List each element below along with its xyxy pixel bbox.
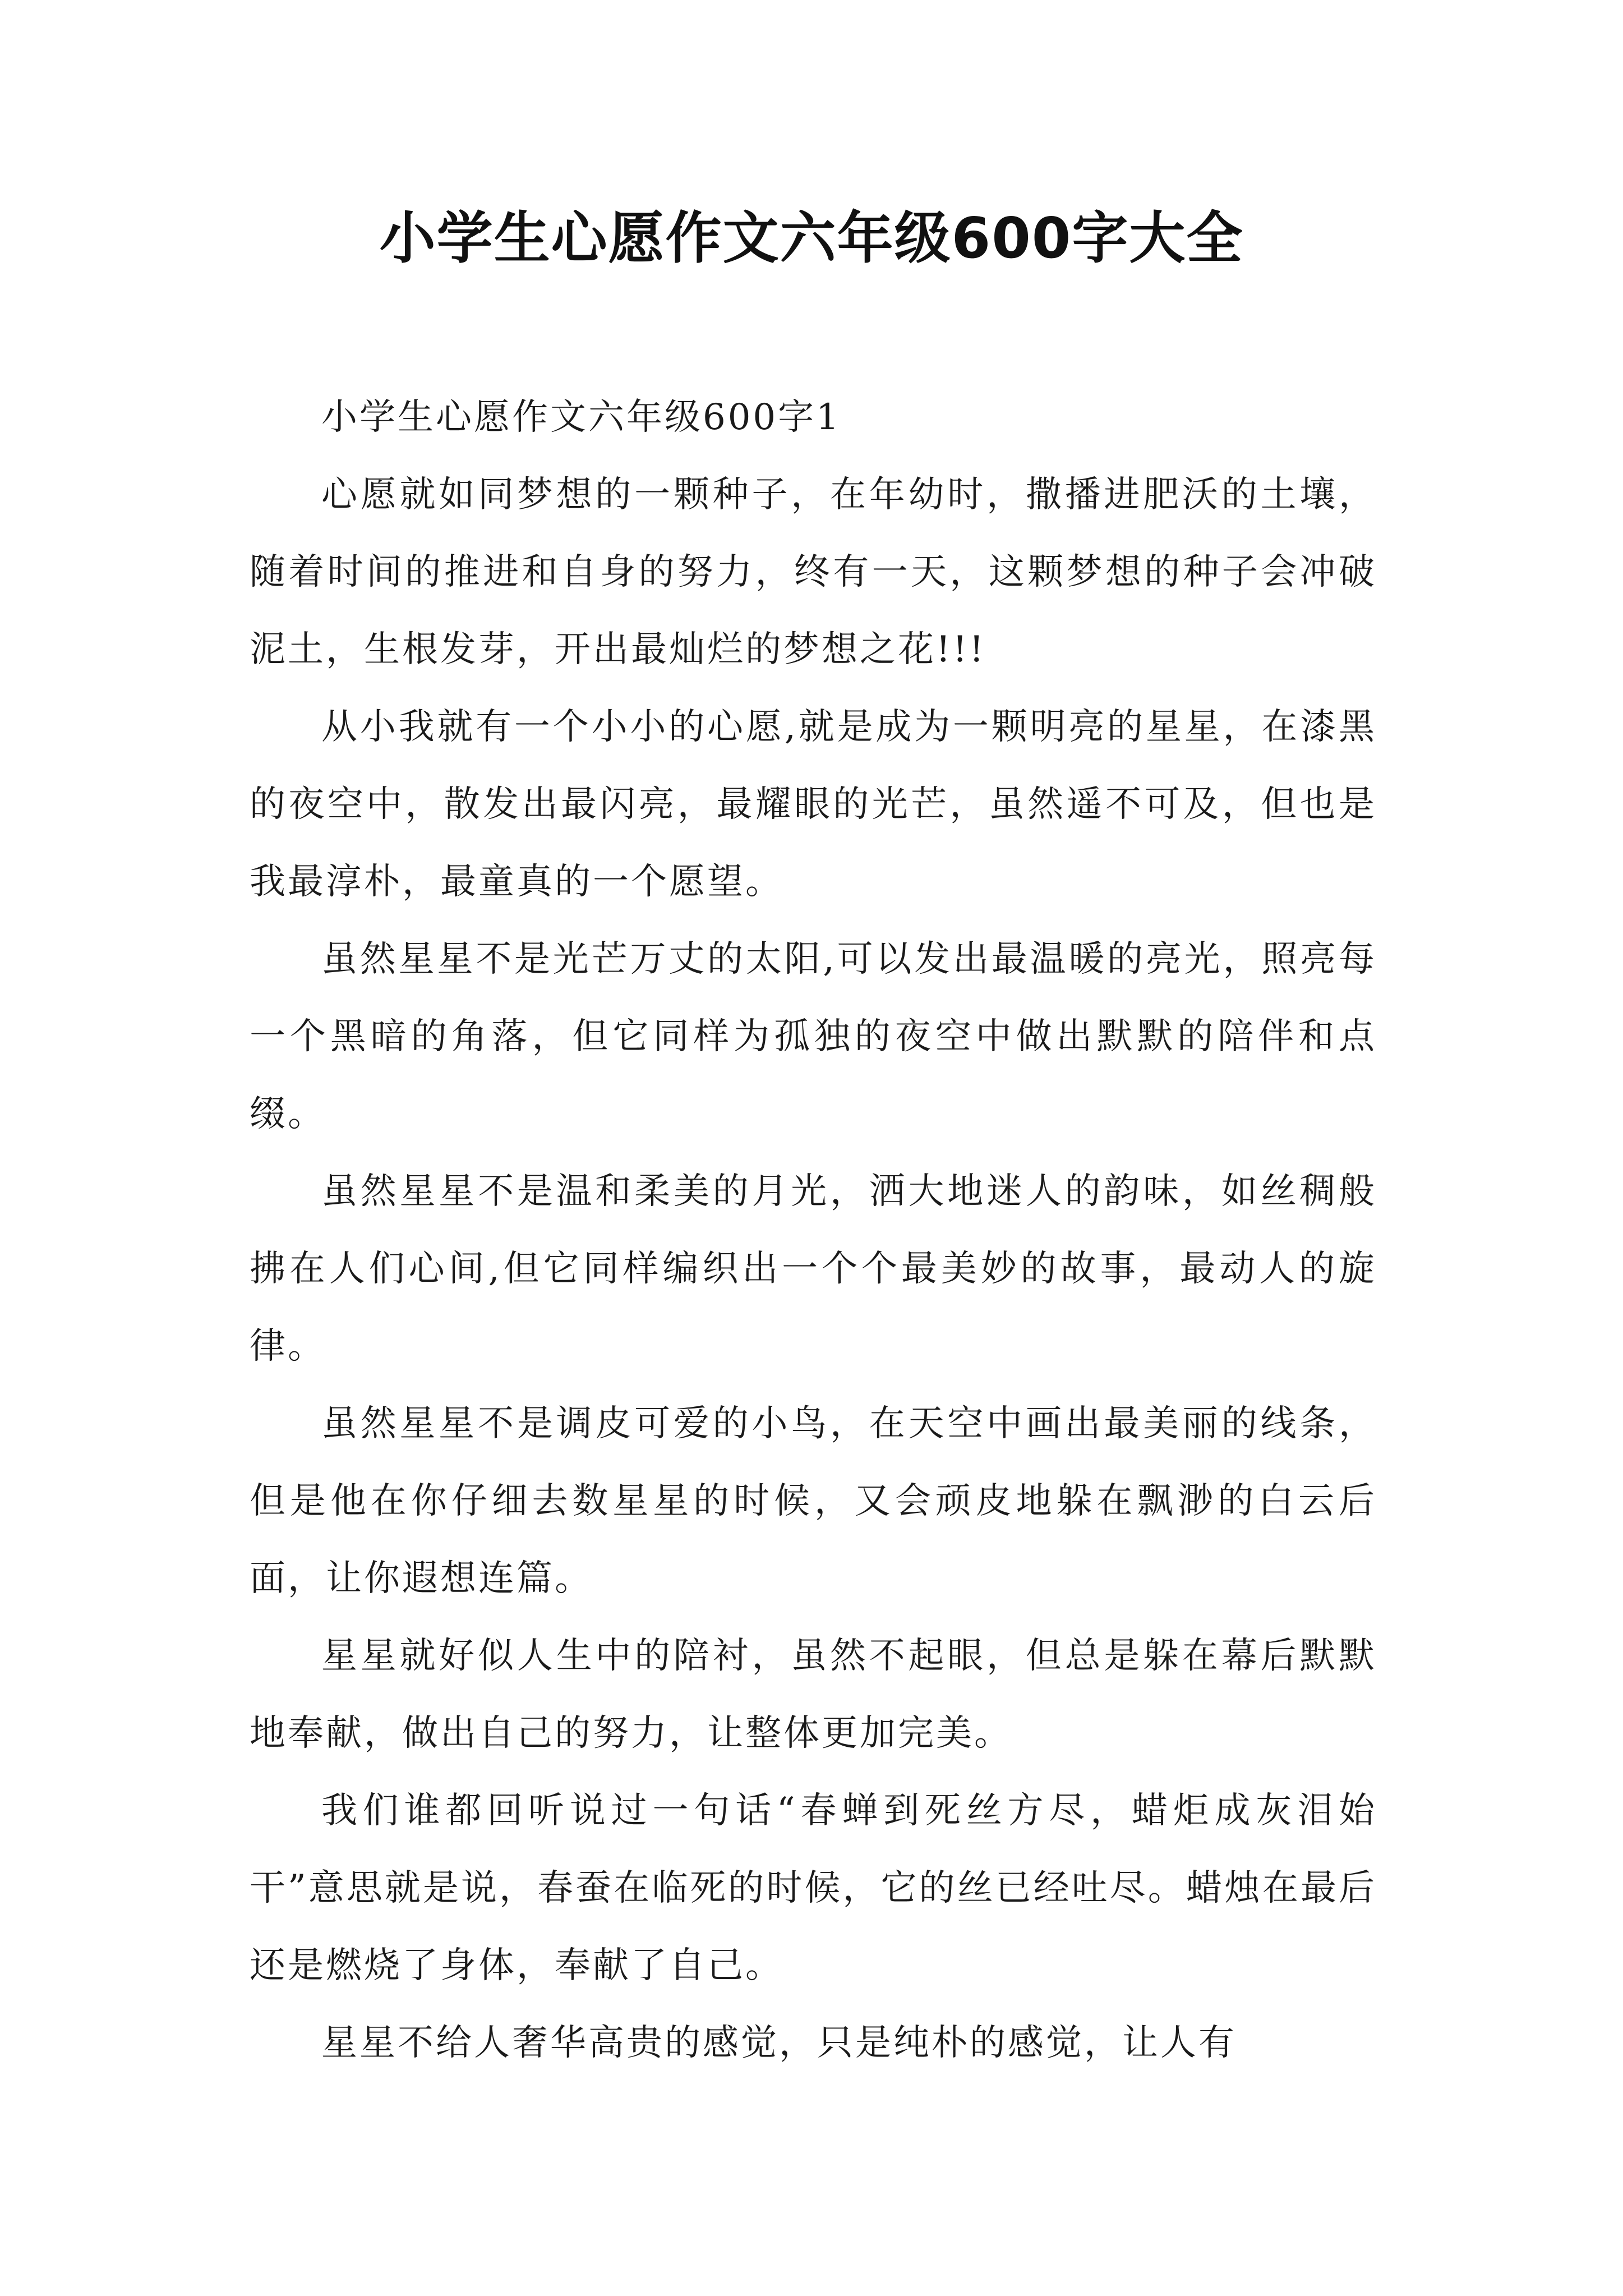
paragraph: 从小我就有一个小小的心愿,就是成为一颗明亮的星星，在漆黑的夜空中，散发出最闪亮，最耀眼的光芒，虽然遥不可及，但也是我最淳朴，最童真的一个愿望。 [250,706,1377,903]
paragraph: 虽然星星不是光芒万丈的太阳,可以发出最温暖的亮光，照亮每一个黑暗的角落，但它同样为孤独的夜空中做出默默的陪伴和点缀。 [250,938,1377,1135]
paragraph: 虽然星星不是调皮可爱的小鸟，在天空中画出最美丽的线条，但是他在你仔细去数星星的时候，又会顽皮地躲在飘渺的白云后面，让你遐想连篇。 [250,1403,1377,1599]
paragraph: 星星不给人奢华高贵的感觉，只是纯朴的感觉，让人有 [321,2022,1237,2064]
document-body [250,379,1377,2082]
section-heading: 小学生心愿作文六年级600字1 [321,397,841,438]
document-title: 小学生心愿作文六年级600字大全 [379,205,1244,271]
paragraph: 星星就好似人生中的陪衬，虽然不起眼，但总是躲在幕后默默地奉献，做出自己的努力，让整体更加完美。 [250,1635,1377,1754]
paragraph: 心愿就如同梦想的一颗种子，在年幼时，撒播进肥沃的土壤，随着时间的推进和自身的努力，终有一天，这颗梦想的种子会冲破泥土，生根发芽，开出最灿烂的梦想之花!!! [250,474,1377,670]
paragraph: 我们谁都回听说过一句话“春蝉到死丝方尽，蜡炬成灰泪始干”意思就是说，春蚕在临死的时候，它的丝已经吐尽。蜡烛在最后还是燃烧了身体，奉献了自己。 [250,1790,1377,1986]
paragraph: 虽然星星不是温和柔美的月光，洒大地迷人的韵味，如丝稠般拂在人们心间,但它同样编织出一个个最美妙的故事，最动人的旋律。 [250,1171,1377,1367]
